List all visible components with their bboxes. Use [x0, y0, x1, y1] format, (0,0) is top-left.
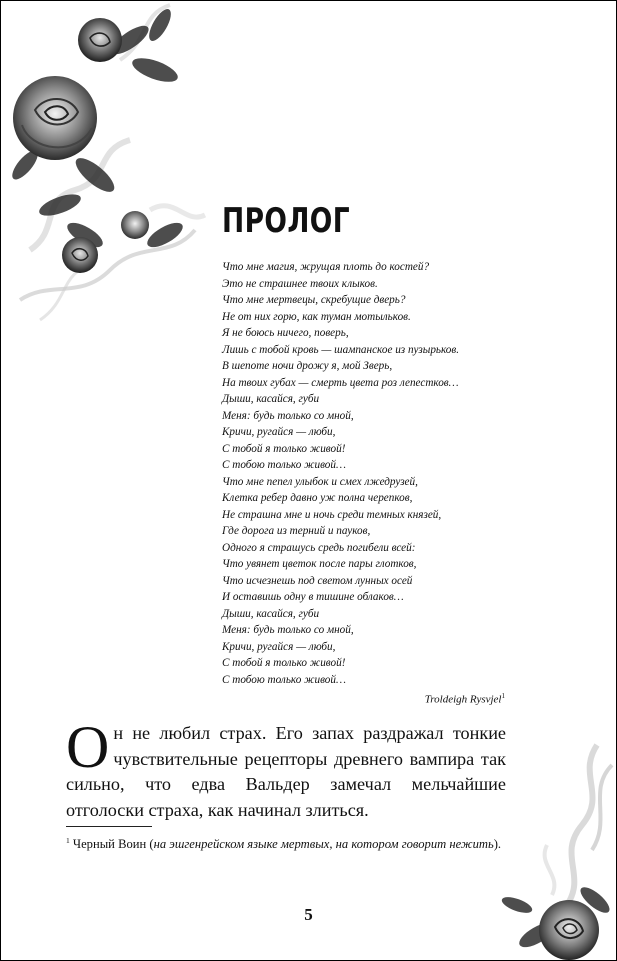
poem-line: И оставишь одну в тишине облаков…	[222, 591, 404, 603]
poem-line: С тобой я только живой!	[222, 442, 346, 455]
poem-line: Я не боюсь ничего, поверь,	[222, 327, 349, 339]
poem	[222, 259, 522, 688]
poem-line: Кричи, ругайся — люби,	[222, 640, 336, 653]
poem-line: Что мне мертвецы, скребущие дверь?	[222, 294, 406, 306]
poem-line: Меня: будь только со мной,	[222, 624, 354, 636]
poem-line: Что мне пепел улыбок и смех лжедрузей,	[222, 475, 418, 488]
footnote-divider	[66, 826, 152, 827]
poem-line: Где дорога из терний и пауков,	[222, 525, 371, 537]
page-number: 5	[304, 905, 313, 924]
poem-line: Меня: будь только со мной,	[222, 409, 354, 422]
poem-line: Не от них горю, как туман мотыльков.	[222, 310, 411, 323]
poem-signature	[425, 692, 505, 706]
drop-cap: О	[66, 714, 110, 780]
rose-smoke-illustration-top	[0, 0, 230, 330]
poem-line: Кричи, ругайся — люби,	[222, 426, 336, 438]
poem-line: Не страшна мне и ночь среди темных князей,	[222, 508, 442, 521]
poem-line: Что мне магия, жрущая плоть до костей?	[222, 261, 430, 273]
footnote-end: ).	[493, 837, 502, 852]
footnote-number: 1	[66, 836, 70, 845]
poem-line: Одного я страшусь средь погибели всей:	[222, 541, 416, 554]
poem-line: Что увянет цветок после пары глотков,	[222, 558, 417, 570]
signature-name: Troldeigh Rysvjel	[424, 693, 502, 706]
footnote-marker: 1	[501, 692, 505, 700]
poem-line: Дыши, касайся, губи	[222, 607, 320, 620]
poem-line: Это не страшнее твоих клыков.	[222, 277, 378, 290]
footnote-note: на эшгенрейском языке мертвых, на котором говорит нежить	[153, 837, 494, 852]
poem-line: Клетка ребер давно уж полна черепков,	[222, 492, 413, 504]
poem-line: Лишь с тобой кровь — шампанское из пузырьков.	[222, 343, 460, 356]
footnote	[66, 832, 511, 854]
poem-line: На твоих губах — смерть цвета роз лепестков…	[222, 376, 459, 389]
poem-line: С тобой я только живой!	[222, 657, 346, 669]
poem-line: С тобою только живой…	[222, 459, 346, 471]
body-paragraph	[66, 714, 506, 823]
poem-line: Что исчезнешь под светом лунных осей	[222, 574, 413, 587]
poem-line: В шепоте ночи дрожу я, мой Зверь,	[222, 360, 393, 372]
chapter-title: ПРОЛОГ	[222, 201, 350, 241]
paragraph-text: н не любил страх. Его запах раздражал тонкие чувствительные рецепторы древнего вампира так сильно, что едва Вальдер замечал мельчайшие отголоски страха, как начинал злиться.	[66, 723, 506, 820]
poem-line: Дыши, касайся, губи	[222, 393, 320, 405]
footnote-term: Черный Воин (	[72, 837, 154, 852]
poem-line: С тобою только живой…	[222, 673, 346, 686]
